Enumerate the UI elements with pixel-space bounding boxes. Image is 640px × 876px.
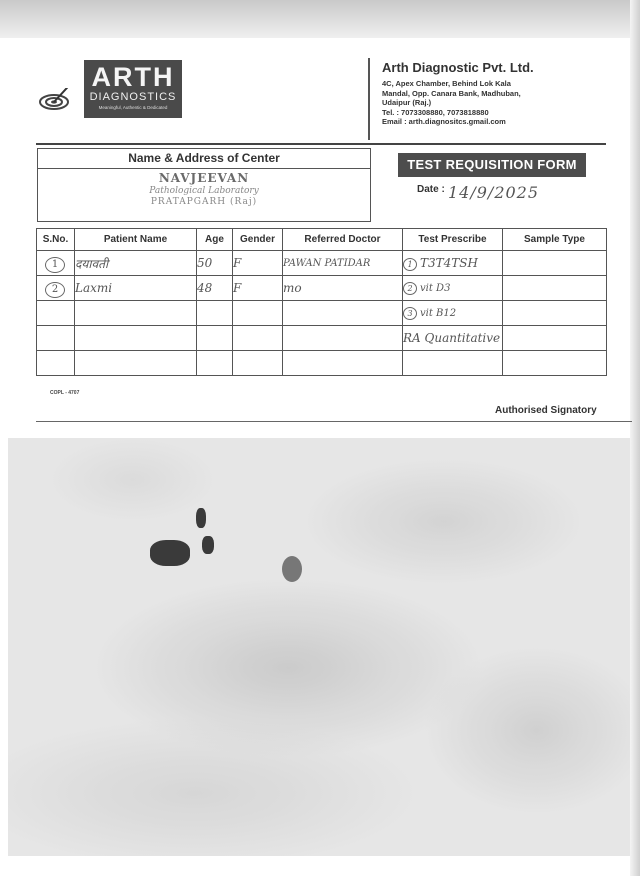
- logo-subtitle: DIAGNOSTICS: [89, 91, 177, 103]
- center-stamp-name: NAVJEEVAN: [158, 171, 250, 185]
- address-line: Udaipur (Raj.): [382, 98, 432, 107]
- patient-age: [197, 326, 233, 351]
- patient-name: Laxmi: [75, 276, 197, 301]
- header-rule: [36, 143, 606, 145]
- date-label: Date :: [417, 184, 445, 195]
- serial-number: [37, 326, 75, 351]
- patient-name: दयावती: [75, 251, 197, 276]
- center-title: Name & Address of Center: [38, 149, 370, 169]
- scan-stain: [282, 556, 302, 582]
- patient-name: [75, 351, 197, 376]
- table-row: [37, 251, 607, 276]
- patient-age: 50: [197, 251, 233, 276]
- column-header: S.No.: [37, 229, 75, 251]
- test-prescribed: [403, 351, 503, 376]
- target-icon: [38, 88, 78, 110]
- table-header-row: [37, 229, 607, 251]
- column-header: Patient Name: [75, 229, 197, 251]
- logo-wordmark: ARTH: [91, 62, 175, 92]
- sample-type: [503, 301, 607, 326]
- sample-type: [503, 326, 607, 351]
- referred-doctor: [283, 301, 403, 326]
- scan-noise-area: [8, 438, 630, 856]
- patient-name: [75, 301, 197, 326]
- footer-rule: [36, 421, 632, 422]
- table-row: [37, 351, 607, 376]
- test-prescribed: RA Quantitative: [403, 326, 503, 351]
- test-number: 2: [403, 282, 417, 295]
- patient-gender: [233, 326, 283, 351]
- scan-stain: [150, 540, 190, 566]
- company-logo: [36, 58, 186, 122]
- phone-line: Tel. : 7073308880, 7073818880: [382, 107, 489, 117]
- center-stamp-place: PRATAPGARH (Raj): [150, 197, 258, 207]
- serial-number: [37, 351, 75, 376]
- column-header: Gender: [233, 229, 283, 251]
- center-stamp-subtitle: Pathological Laboratory: [149, 186, 259, 196]
- scan-stain: [202, 536, 214, 554]
- scan-edge-shadow: [0, 0, 640, 38]
- referred-doctor: [283, 326, 403, 351]
- serial-number: 1: [45, 257, 65, 273]
- referred-doctor: PAWAN PATIDAR: [283, 251, 403, 276]
- email-line: Email : arth.diagnositcs.gmail.com: [382, 117, 506, 126]
- patient-age: [197, 351, 233, 376]
- company-name: Arth Diagnostic Pvt. Ltd.: [382, 60, 534, 75]
- serial-number: [37, 301, 75, 326]
- form-title: TEST REQUISITION FORM: [398, 153, 586, 177]
- address-line: Mandal, Opp. Canara Bank, Madhuban,: [382, 88, 521, 98]
- patient-gender: F: [233, 276, 283, 301]
- logo-tagline: Meaningful, Authentic & Dedicated: [98, 105, 168, 110]
- patient-age: 48: [197, 276, 233, 301]
- referred-doctor: mo: [283, 276, 403, 301]
- patient-name: [75, 326, 197, 351]
- patient-gender: [233, 301, 283, 326]
- scan-edge-right: [630, 0, 640, 876]
- sample-type: [503, 251, 607, 276]
- company-info: [382, 60, 622, 127]
- logo-box: [84, 60, 182, 118]
- column-header: Sample Type: [503, 229, 607, 251]
- table-row: [37, 276, 607, 301]
- center-address-box: [37, 148, 371, 222]
- column-header: Referred Doctor: [283, 229, 403, 251]
- sample-type: [503, 351, 607, 376]
- test-prescribed: T3T4TSH: [420, 255, 478, 270]
- patient-gender: [233, 351, 283, 376]
- date-value: 14/9/2025: [448, 183, 540, 202]
- referred-doctor: [283, 351, 403, 376]
- patient-age: [197, 301, 233, 326]
- header-divider: [368, 58, 370, 140]
- patient-gender: F: [233, 251, 283, 276]
- address-line: 4C, Apex Chamber, Behind Lok Kala: [382, 79, 511, 88]
- test-number: 3: [403, 307, 417, 320]
- column-header: Age: [197, 229, 233, 251]
- form-code: COPL - 4707: [50, 390, 80, 396]
- table-row: [37, 301, 607, 326]
- scan-stain: [196, 508, 206, 528]
- authorised-signatory: Authorised Signatory: [495, 405, 597, 416]
- serial-number: 2: [45, 282, 65, 298]
- table-row: [37, 326, 607, 351]
- column-header: Test Prescribe: [403, 229, 503, 251]
- sample-type: [503, 276, 607, 301]
- test-prescribed: vit D3: [420, 282, 451, 294]
- requisition-table: [36, 228, 607, 376]
- test-prescribed: vit B12: [420, 307, 457, 319]
- test-number: 1: [403, 258, 417, 271]
